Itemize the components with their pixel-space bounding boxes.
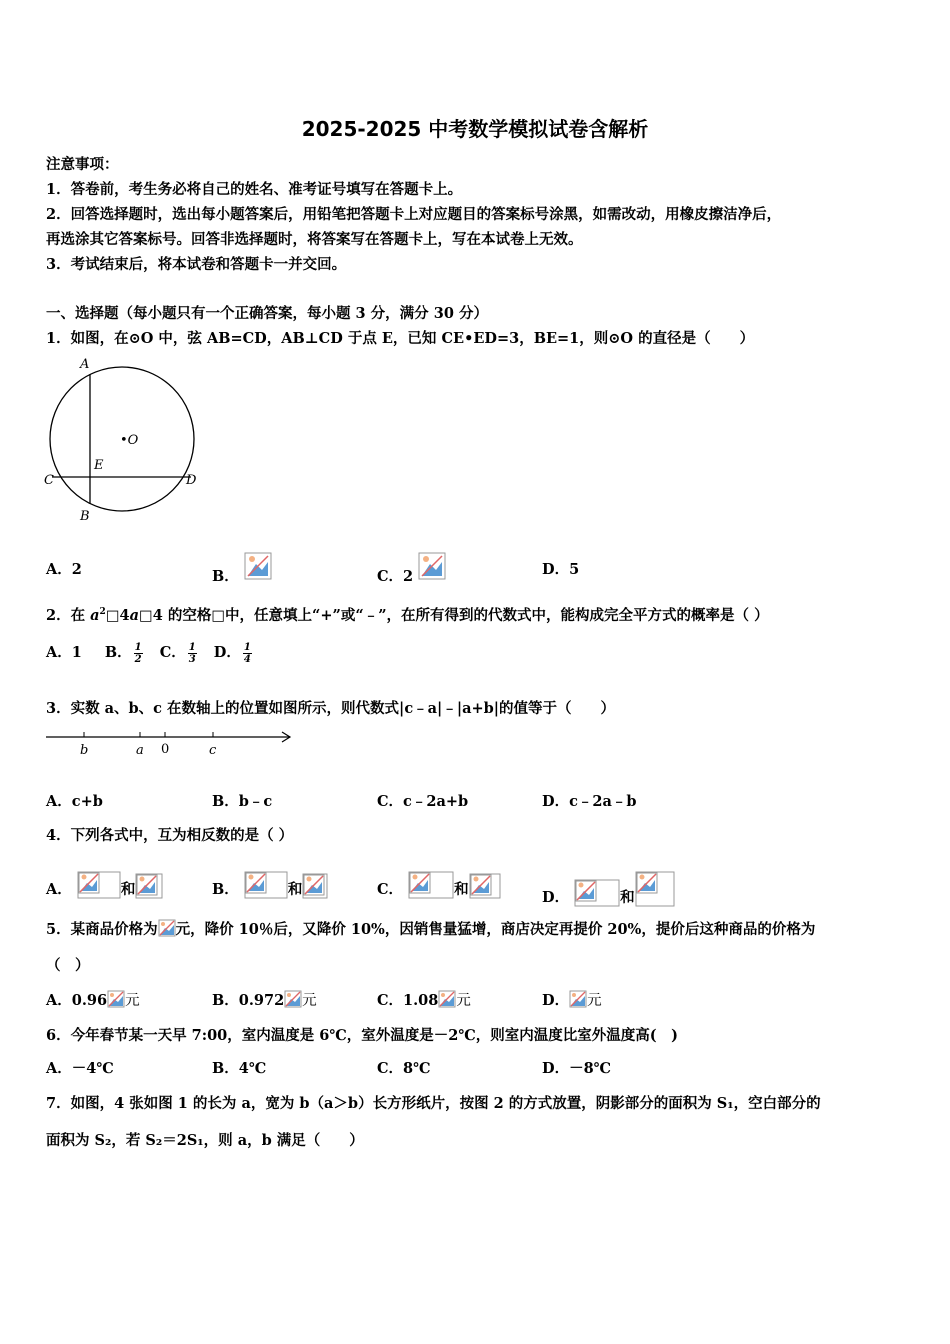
q3-option-a[interactable]: A．c+b (46, 793, 103, 810)
q2-var-a: a (90, 607, 100, 624)
q7-stem-line2: 面积为 S₂，若 S₂＝2S₁，则 a，b 满足（ ） (46, 1132, 364, 1149)
q1-option-a[interactable]: A．2 (46, 561, 82, 578)
fraction-num: 1 (188, 641, 196, 653)
axis-label-zero: 0 (161, 742, 170, 757)
axis-label-c: c (209, 743, 217, 758)
label-c: C (44, 473, 54, 488)
q5-option-d[interactable] (542, 989, 602, 1010)
q3-option-b[interactable]: B．b﹣c (212, 793, 273, 810)
notice-item-2: 2．回答选择题时，选出每小题答案后，用铅笔把答题卡上对应题目的答案标号涂黑，如需改动，用橡皮擦洁净后， (46, 206, 782, 223)
section-heading: 一、选择题（每小题只有一个正确答案，每小题 3 分，满分 30 分） (46, 305, 488, 322)
axis-label-b: b (80, 743, 89, 758)
q5-option-c-label: C．1.08 (377, 992, 439, 1009)
q1-option-c-label: C．2 (377, 568, 414, 585)
q1-option-b-label: B． (212, 568, 239, 585)
circle-figure (44, 354, 204, 526)
q4-option-b-label: B． (212, 881, 239, 898)
image-placeholder-icon (302, 873, 328, 899)
fraction (188, 642, 197, 665)
q4-option-d[interactable] (542, 871, 675, 907)
q2-option-b[interactable] (104, 641, 143, 665)
image-placeholder-icon (635, 871, 675, 907)
q1-option-b[interactable] (212, 558, 272, 586)
q1-option-c[interactable] (377, 558, 446, 586)
image-placeholder-icon (244, 552, 272, 580)
image-placeholder-icon (569, 990, 587, 1008)
and-text: 和 (454, 881, 469, 898)
q1-stem: 1．如图，在⊙O 中，弦 AB=CD，AB⊥CD 于点 E，已知 CE•ED=3，BE=1，则⊙O 的直径是（ ） (46, 330, 755, 347)
number-line-figure (44, 726, 296, 760)
axis-label-a: a (136, 743, 144, 758)
notice-item-3: 3．考试结束后，将本试卷和答题卡一并交回。 (46, 256, 347, 273)
and-text: 和 (287, 881, 303, 898)
and-text: 和 (620, 889, 635, 906)
label-o: •O (120, 433, 139, 448)
image-placeholder-icon (438, 990, 456, 1008)
q5-option-d-label: D． (542, 992, 570, 1009)
image-placeholder-icon (135, 873, 163, 899)
notice-item-2-cont: 再选涂其它答案标号。回答非选择题时，将答案写在答题卡上，写在本试卷上无效。 (46, 231, 583, 248)
q4-stem: 4．下列各式中，互为相反数的是（ ） (46, 827, 294, 844)
q5-stem-cont: （ ） (46, 957, 90, 974)
q2-mid2: □4 的空格□中，任意填上“+”或“﹣”，在所有得到的代数式中，能构成完全平方式的概率是（ ） (139, 607, 769, 624)
q5-stem-part2: 元，降价 10％后，又降价 10%，因销售量猛增，商店决定再提价 20%，提价后这种商品的价格为 (175, 921, 816, 938)
q4-option-b[interactable] (212, 871, 328, 899)
label-e: E (94, 458, 104, 473)
fraction-den: 4 (243, 653, 251, 665)
label-d: D (186, 473, 197, 488)
q3-option-d[interactable]: D．c﹣2a﹣b (542, 793, 637, 810)
unit-text: 元 (302, 993, 317, 1009)
q2-option-c[interactable] (159, 641, 197, 665)
fraction-den: 2 (134, 653, 142, 665)
q6-option-b[interactable]: B．4℃ (212, 1060, 267, 1077)
fraction (243, 642, 252, 665)
q5-option-a-label: A．0.96 (46, 992, 108, 1009)
label-a: A (80, 357, 90, 372)
and-text: 和 (120, 881, 136, 898)
q2-var-a2: a (129, 607, 140, 624)
notice-heading: 注意事项： (46, 156, 119, 173)
q2-mid1: □4 (105, 607, 130, 624)
image-placeholder-icon (284, 990, 302, 1008)
q2-stem-pre: 2．在 (46, 607, 91, 624)
q2-sup: 2 (99, 607, 106, 618)
q4-option-d-label: D． (542, 889, 570, 906)
unit-text: 元 (456, 993, 471, 1009)
image-placeholder-icon (107, 990, 125, 1008)
image-placeholder-icon (469, 873, 501, 899)
q7-stem-line1: 7．如图，4 张如图 1 的长为 a，宽为 b（a＞b）长方形纸片，按图 2 的方式放置，阴影部分的面积为 S₁，空白部分的 (46, 1095, 821, 1112)
image-placeholder-icon (77, 871, 121, 899)
q5-stem-part1: 5．某商品价格为 (46, 921, 158, 938)
q3-stem: 3．实数 a、b、c 在数轴上的位置如图所示，则代数式|c﹣a|﹣|a+b|的值等于（ ） (46, 700, 616, 717)
q6-stem: 6．今年春节某一天早 7:00，室内温度是 6℃，室外温度是－2℃，则室内温度比室外温度高( ) (46, 1027, 678, 1044)
q5-option-a[interactable] (46, 989, 140, 1010)
unit-text: 元 (587, 993, 602, 1009)
image-placeholder-icon (244, 871, 288, 899)
image-placeholder-icon (574, 879, 620, 907)
q4-option-a[interactable] (46, 871, 163, 899)
q5-option-c[interactable] (377, 989, 471, 1010)
q2-option-d[interactable] (213, 641, 252, 665)
q2-option-d-label: D． (213, 644, 241, 661)
q4-option-c-label: C． (377, 881, 404, 898)
image-placeholder-icon (408, 871, 454, 899)
notice-item-1: 1．答卷前，考生务必将自己的姓名、准考证号填写在答题卡上。 (46, 181, 463, 198)
page-title: 2025-2025 中考数学模拟试卷含解析 (301, 117, 649, 141)
fraction (134, 642, 143, 665)
q1-option-d[interactable]: D．5 (542, 561, 580, 578)
q2-option-c-label: C． (159, 644, 186, 661)
q6-option-a[interactable]: A．－4℃ (46, 1060, 114, 1077)
q2-option-a[interactable]: A．1 (46, 644, 82, 661)
fraction-num: 1 (134, 641, 142, 653)
q6-option-d[interactable]: D．－8℃ (542, 1060, 612, 1077)
fraction-num: 1 (243, 641, 251, 653)
label-b: B (80, 509, 90, 524)
image-placeholder-icon (418, 552, 446, 580)
q2-stem (46, 604, 769, 625)
fraction-den: 3 (188, 653, 196, 665)
q5-stem (46, 918, 815, 939)
unit-text: 元 (125, 993, 140, 1009)
q2-options (46, 641, 252, 665)
q2-option-b-label: B． (104, 644, 132, 661)
q4-option-a-label: A． (46, 881, 72, 898)
q6-option-c[interactable]: C．8℃ (377, 1060, 431, 1077)
q5-option-b-label: B．0.972 (212, 992, 285, 1009)
image-placeholder-icon (158, 919, 176, 937)
q3-option-c[interactable]: C．c﹣2a+b (377, 793, 469, 810)
q4-option-c[interactable] (377, 871, 501, 899)
q5-option-b[interactable] (212, 989, 317, 1010)
